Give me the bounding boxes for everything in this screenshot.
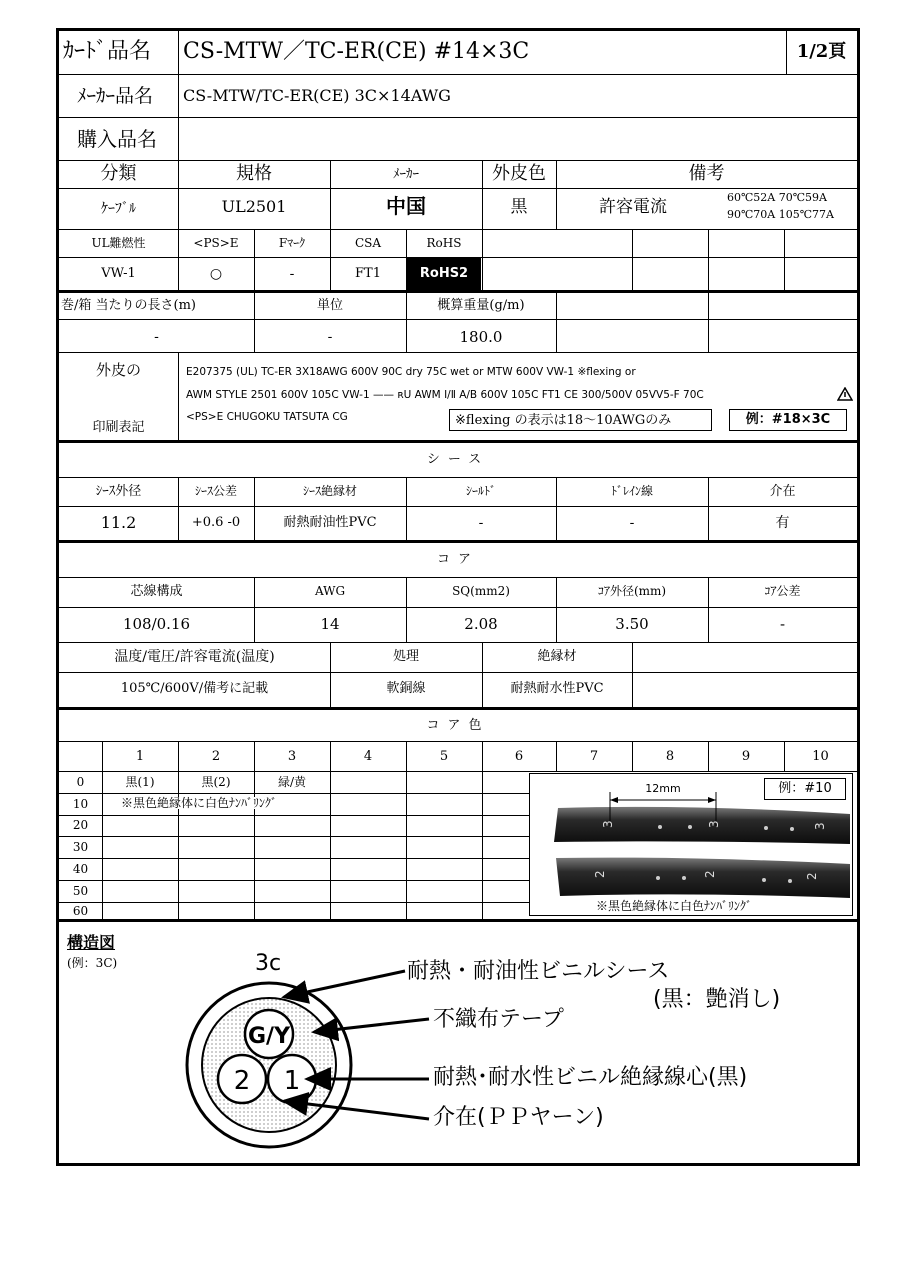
core-color-column-header: 2 (211, 749, 221, 764)
sheath-title: シース (426, 452, 490, 467)
core-label-1: 1 (283, 1066, 301, 1096)
core-header-awg: AWG (314, 584, 346, 598)
sheath-material-value: 耐熱耐油性PVC (283, 515, 377, 530)
photo-mark-bottom-2: 2 (703, 870, 717, 878)
core-color-row-label: 30 (72, 840, 89, 854)
core-header-rating: 温度/電圧/許容電流(温度) (114, 649, 275, 665)
maker-name-value: CS-MTW/TC-ER(CE) 3C×14AWG (183, 86, 451, 105)
core-color-column-header: 9 (741, 749, 751, 764)
class-standard-value: UL2501 (221, 197, 287, 216)
std-f-mark-value: - (289, 266, 295, 282)
print-line-1: E207375 (UL) TC-ER 3X18AWG 600V 90C dry 75C wet or MTW 600V VW-1 ※flexing or (186, 366, 636, 378)
photo-caption: ※黒色絶縁体に白色ﾅﾝﾊﾞﾘﾝｸﾞ (596, 899, 753, 913)
structure-title: 構造図 (67, 933, 116, 952)
core-color-row-label: 20 (72, 818, 89, 832)
std-ul-flame-value: VW-1 (101, 266, 136, 281)
core-header-treatment: 処理 (392, 649, 419, 664)
print-line-2: AWM STYLE 2501 600V 105C VW-1 —— ʀU AWM Ⅰ/Ⅱ A/B 600V 105C FT1 CE 300/500V 05VV5-F 70C (186, 389, 704, 401)
class-header-remarks: 備考 (688, 163, 725, 184)
warning-triangle-icon (837, 387, 853, 401)
photo-mark-top-3: 3 (813, 822, 827, 830)
core-tolerance-value: - (779, 615, 786, 633)
core-color-row-label: 10 (72, 797, 89, 811)
maker-name-label: ﾒｰｶｰ品名 (77, 85, 154, 107)
photo-mark-top-2: 3 (707, 820, 721, 828)
sheath-drain-value: - (629, 515, 635, 531)
callout-insulated-core: 耐熱･耐水性ビニル絶縁線心(黒) (433, 1065, 748, 1090)
photo-example: 例：#10 (778, 781, 832, 796)
print-label-bottom: 印刷表記 (92, 420, 145, 435)
cable-example-photo (529, 773, 853, 916)
sheath-header-tolerance: ｼｰｽ公差 (194, 484, 237, 498)
core-title: コア (436, 552, 479, 567)
sheath-filler-value: 有 (775, 515, 790, 531)
unit-header: 単位 (316, 298, 343, 313)
core-color-1: 黒(1) (125, 775, 155, 789)
core-header-strand: 芯線構成 (130, 584, 183, 599)
core-header-od: ｺｱ外径(mm) (597, 584, 667, 598)
purchase-name-label: 購入品名 (77, 127, 157, 151)
sheath-header-od: ｼｰｽ外径 (95, 484, 142, 499)
callout-sheath: 耐熱・耐油性ビニルシース (407, 959, 670, 984)
class-header-category: 分類 (100, 163, 137, 184)
allowable-current-label: 許容電流 (599, 197, 667, 217)
sheath-header-filler: 介在 (769, 484, 796, 499)
sheath-header-drain: ﾄﾞﾚｲﾝ線 (610, 484, 653, 498)
core-color-title: コア色 (426, 718, 490, 733)
allowable-current-line1: 60℃52A 70℃59A (727, 191, 827, 204)
core-header-sq: SQ(mm2) (452, 584, 510, 598)
core-color-column-header: 10 (812, 749, 829, 764)
weight-header: 概算重量(g/m) (437, 298, 525, 313)
core-treatment-value: 軟銅線 (386, 681, 426, 696)
core-count-label: 3c (255, 951, 282, 976)
core-color-row-label: 40 (72, 862, 89, 876)
class-maker-value: 中国 (386, 194, 426, 218)
core-color-row-label: 50 (72, 884, 89, 898)
core-awg-value: 14 (320, 615, 340, 633)
core-rating-value: 105℃/600V/備考に記載 (120, 681, 269, 696)
unit-value: - (327, 329, 333, 345)
core-color-3: 緑/黄 (277, 775, 307, 789)
print-label-top: 外皮の (95, 361, 141, 379)
flexing-note: ※flexing の表示は18～10AWGのみ (455, 413, 672, 428)
core-color-row-label: 60 (72, 904, 89, 918)
core-color-2: 黒(2) (201, 775, 231, 789)
class-header-maker: ﾒｰｶｰ (393, 167, 419, 182)
length-header: 巻/箱 当たりの長さ(m) (61, 298, 196, 313)
core-insulation-value: 耐熱耐水性PVC (510, 681, 604, 696)
sheath-header-shield: ｼｰﾙﾄﾞ (465, 484, 496, 498)
length-value: - (154, 329, 159, 345)
core-od-value: 3.50 (615, 615, 649, 633)
core-color-column-header: 3 (287, 749, 297, 764)
print-line-3: <PS>E CHUGOKU TATSUTA CG (186, 411, 348, 423)
callout-sheath-note: (黒：艶消し) (653, 987, 781, 1012)
core-color-column-header: 6 (514, 749, 524, 764)
photo-dimension: 12mm (645, 782, 681, 795)
class-jacket-color-value: 黒 (510, 197, 528, 217)
core-color-column-header: 1 (135, 749, 145, 764)
allowable-current-line2: 90℃70A 105℃77A (727, 208, 834, 221)
std-pse-value: ○ (209, 266, 223, 282)
structure-subtitle: (例：3C) (67, 956, 118, 970)
std-header-f-mark: Fﾏｰｸ (278, 236, 306, 250)
core-header-insulation: 絶縁材 (537, 649, 577, 664)
photo-mark-top-1: 3 (601, 820, 615, 828)
std-header-pse: <PS>E (193, 236, 239, 250)
numbering-note: ※黒色絶縁体に白色ﾅﾝﾊﾞﾘﾝｸﾞ (121, 797, 281, 809)
std-header-csa: CSA (354, 236, 382, 250)
class-header-standard: 規格 (236, 163, 272, 184)
core-color-column-header: 4 (363, 749, 373, 764)
core-label-2: 2 (233, 1066, 251, 1096)
sheath-shield-value: - (478, 515, 484, 531)
print-example: 例：#18×3C (745, 412, 831, 427)
callout-filler: 介在(ＰＰヤーン) (433, 1105, 604, 1130)
sheath-header-material: ｼｰｽ絶縁材 (302, 484, 357, 498)
class-header-jacket-color: 外皮色 (492, 163, 546, 184)
core-color-column-header: 5 (439, 749, 449, 764)
spec-sheet (56, 28, 860, 1166)
page-number: 1/2頁 (796, 41, 847, 62)
photo-mark-bottom-3: 2 (805, 872, 819, 880)
sheath-od-value: 11.2 (100, 513, 137, 532)
weight-value: 180.0 (459, 328, 503, 346)
photo-mark-bottom-1: 2 (593, 870, 607, 878)
sheath-tolerance-value: +0.6 -0 (191, 515, 241, 530)
std-csa-value: FT1 (355, 266, 381, 281)
core-color-column-header: 7 (589, 749, 599, 764)
card-name-value: CS-MTW／TC-ER(CE) #14×3C (183, 39, 530, 64)
core-sq-value: 2.08 (464, 615, 498, 633)
card-name-label: ｶｰﾄﾞ品名 (63, 39, 152, 64)
rohs2-mark: RoHS2 (407, 258, 481, 290)
std-header-ul-flame: UL難燃性 (91, 236, 146, 250)
core-color-row-label: 0 (76, 775, 85, 789)
std-header-rohs: RoHS (426, 236, 462, 250)
callout-tape: 不織布テープ (433, 1007, 564, 1032)
core-label-gy: G/Y (247, 1024, 291, 1049)
core-header-tolerance: ｺｱ公差 (764, 584, 801, 598)
core-strand-value: 108/0.16 (122, 615, 191, 633)
class-category-value: ｹｰﾌﾞﾙ (101, 201, 136, 217)
core-color-column-header: 8 (665, 749, 675, 764)
